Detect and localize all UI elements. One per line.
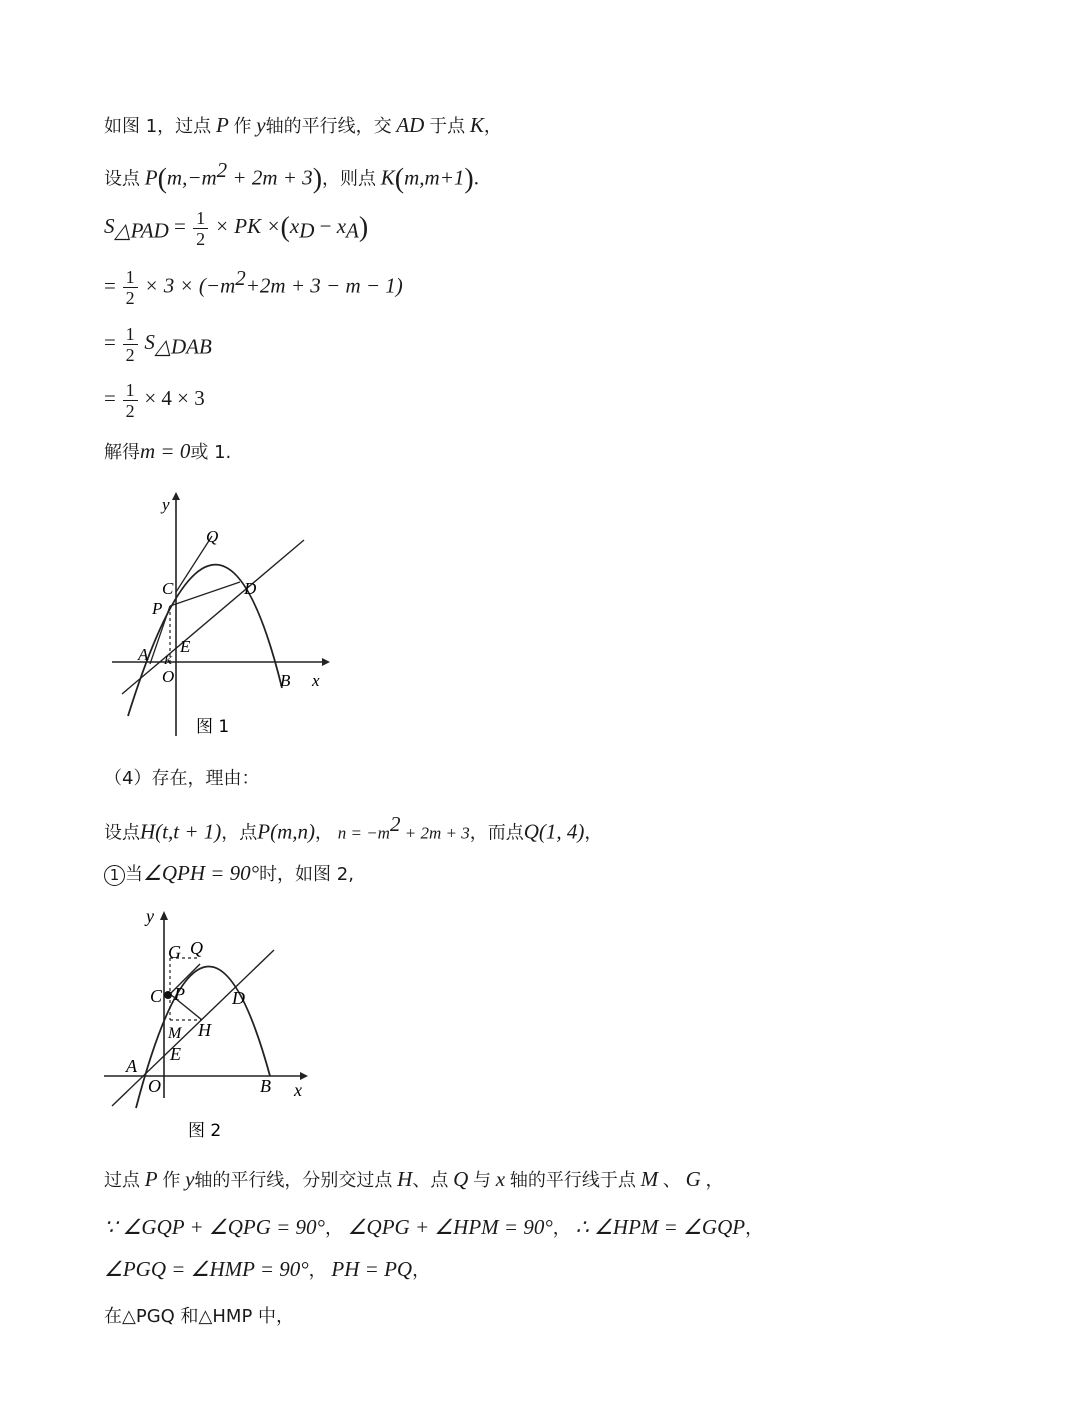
label-O: O: [162, 667, 175, 686]
formula-line-4: [104, 266, 403, 308]
formula-line-3: $S_{\triangle PAD}$ = $\frac{1}{2}$ × PK $\times(x_D - x_A)$: [104, 208, 369, 249]
text: ，: [412, 1260, 431, 1281]
x-axis-arrow: [300, 1072, 308, 1080]
figure-1-caption: 图 1: [196, 717, 230, 737]
math-expr: + 2m + 3: [400, 823, 470, 843]
label-y: y: [146, 906, 154, 926]
fraction: $\frac{1}{2}$: [123, 267, 138, 308]
text: 当: [125, 864, 143, 885]
var-x: x: [495, 1167, 506, 1191]
figure-2: [96, 900, 336, 1150]
var-x: x: [289, 213, 300, 238]
var-K: K: [469, 113, 484, 137]
subscript: △DAB: [154, 334, 212, 359]
equals: =: [168, 213, 192, 238]
text-line-8: [104, 764, 259, 790]
var-AD: AD: [396, 113, 425, 137]
label-O: O: [148, 1076, 161, 1096]
text: 、点: [412, 1170, 449, 1191]
label-Q: Q: [190, 938, 203, 958]
var-x: x: [336, 213, 347, 238]
math-expr: ∵ ∠GQP + ∠QPG = 90°: [104, 1215, 325, 1239]
equals: =: [104, 329, 116, 354]
x-axis-arrow: [322, 658, 330, 666]
var-P: P: [144, 165, 158, 190]
label-K: K: [164, 653, 173, 667]
var-y: y: [256, 113, 266, 137]
var-P: P: [215, 113, 229, 137]
fraction: $\frac{1}{2}$: [123, 324, 138, 365]
label-D: D: [232, 988, 245, 1008]
text: ，: [584, 822, 603, 844]
var-y: y: [185, 1167, 195, 1191]
label-B: B: [280, 671, 291, 690]
math-expr: Q(1, 4): [523, 819, 585, 844]
text: 、: [662, 1170, 681, 1191]
var-H: H: [397, 1167, 413, 1191]
text: ，: [552, 1218, 571, 1239]
exponent: 2: [235, 266, 246, 290]
text: ，: [745, 1218, 764, 1239]
math-expr: P(m,n): [257, 819, 315, 844]
text-line-7: [104, 438, 231, 464]
label-H: H: [198, 1020, 211, 1040]
text-line-12: [104, 1214, 763, 1240]
text: 轴的平行线于点: [509, 1170, 636, 1191]
text: 轴的平行线，交: [265, 116, 392, 137]
text-line-1: [104, 112, 502, 138]
label-C: C: [162, 579, 174, 598]
text-line-11: [104, 1166, 724, 1192]
equals: =: [104, 273, 116, 298]
period: .: [473, 165, 479, 190]
math-expr: × PK ×: [214, 213, 281, 238]
text: 设点: [104, 168, 140, 190]
text: 作: [162, 1170, 181, 1191]
math-expr: × 3 × (−m: [144, 273, 236, 298]
label-D: D: [244, 579, 257, 598]
label-x: x: [312, 671, 320, 690]
text: 设点: [104, 822, 140, 844]
minus: −: [314, 213, 337, 238]
text: 或 1.: [190, 442, 232, 463]
figure-2-caption: 图 2: [188, 1121, 222, 1141]
text-line-14: [104, 1302, 294, 1328]
label-E: E: [170, 1044, 181, 1064]
fraction: $\frac{1}{2}$: [123, 380, 138, 421]
figure-1: [100, 488, 340, 748]
equals: =: [104, 385, 116, 410]
var-M: M: [640, 1167, 659, 1191]
text: 如图 1，过点: [104, 116, 212, 137]
math-expr: × 4 × 3: [144, 385, 205, 410]
label-P: P: [152, 599, 163, 618]
text: 时，如图 2,: [259, 864, 354, 885]
text: ，点: [221, 822, 258, 844]
var-G: G: [685, 1167, 701, 1191]
parabola: [128, 565, 282, 716]
math-expr: PH = PQ: [331, 1257, 413, 1281]
text: ，: [705, 1170, 724, 1191]
fraction: $\frac{1}{2}$: [193, 208, 208, 249]
text: ，: [483, 116, 502, 137]
math-expr: m,−m: [166, 165, 217, 190]
var-Q: Q: [453, 1167, 469, 1191]
math-expr: + 2m + 3: [227, 165, 313, 190]
label-y: y: [162, 495, 170, 514]
label-A: A: [138, 645, 149, 664]
math-expr: H(t,t + 1): [140, 819, 222, 844]
text: ，则点: [322, 168, 377, 190]
text-line-9: [104, 812, 602, 844]
math-expr: n = −m: [337, 823, 390, 843]
math-expr: +2m + 3 − m − 1): [245, 273, 403, 298]
math-expr: m,m+1: [404, 165, 465, 190]
var-S: S: [104, 213, 115, 238]
text: ，: [314, 822, 333, 844]
math-expr: m = 0: [140, 439, 191, 463]
text: 解得: [104, 442, 140, 463]
text-line-10: [104, 860, 354, 886]
text: ，: [308, 1260, 327, 1281]
subscript: A: [346, 218, 359, 243]
math-expr: ∠QPG + ∠HPM = 90°: [347, 1215, 553, 1239]
subscript: D: [299, 218, 315, 243]
var-K: K: [380, 165, 395, 190]
math-expr: ∠PGQ = ∠HMP = 90°: [104, 1257, 309, 1281]
formula-line-5: [104, 324, 212, 365]
text: 于点: [429, 116, 466, 137]
exponent: 2: [389, 812, 401, 836]
label-E: E: [180, 637, 191, 656]
point-P-dot: [164, 991, 172, 999]
text: ，: [324, 1218, 343, 1239]
var-S: S: [144, 329, 155, 354]
text: 轴的平行线，分别交过点: [194, 1170, 393, 1191]
text: 作: [233, 116, 252, 137]
label-C: C: [150, 986, 163, 1006]
label-Q: Q: [206, 527, 219, 546]
label-P: P: [174, 984, 185, 1004]
label-x: x: [294, 1080, 302, 1100]
math-expr: ∴ ∠HPM = ∠GQP: [575, 1215, 746, 1239]
text: 与: [473, 1170, 491, 1191]
y-axis-arrow: [172, 492, 180, 500]
math-expr: ∠QPH = 90°: [143, 861, 260, 885]
label-B: B: [260, 1076, 271, 1096]
formula-line-6: [104, 380, 205, 421]
text: （4）存在，理由：: [104, 768, 260, 789]
exponent: 2: [216, 158, 228, 182]
text-line-13: [104, 1256, 430, 1282]
text: 在△PGQ 和△HMP 中，: [104, 1306, 295, 1327]
label-G: G: [168, 942, 181, 962]
subscript: △PAD: [114, 218, 169, 243]
text: 过点: [104, 1170, 140, 1191]
text: ，而点: [469, 822, 524, 844]
label-A: A: [126, 1056, 137, 1076]
text-line-2: 设点 $P(m,-m^2 + 2m + 3)$，则点 K(m,m+1).: [104, 158, 479, 195]
y-axis-arrow: [160, 911, 168, 920]
var-P: P: [144, 1167, 158, 1191]
circled-number: 1: [104, 865, 125, 886]
label-M: M: [168, 1025, 182, 1042]
